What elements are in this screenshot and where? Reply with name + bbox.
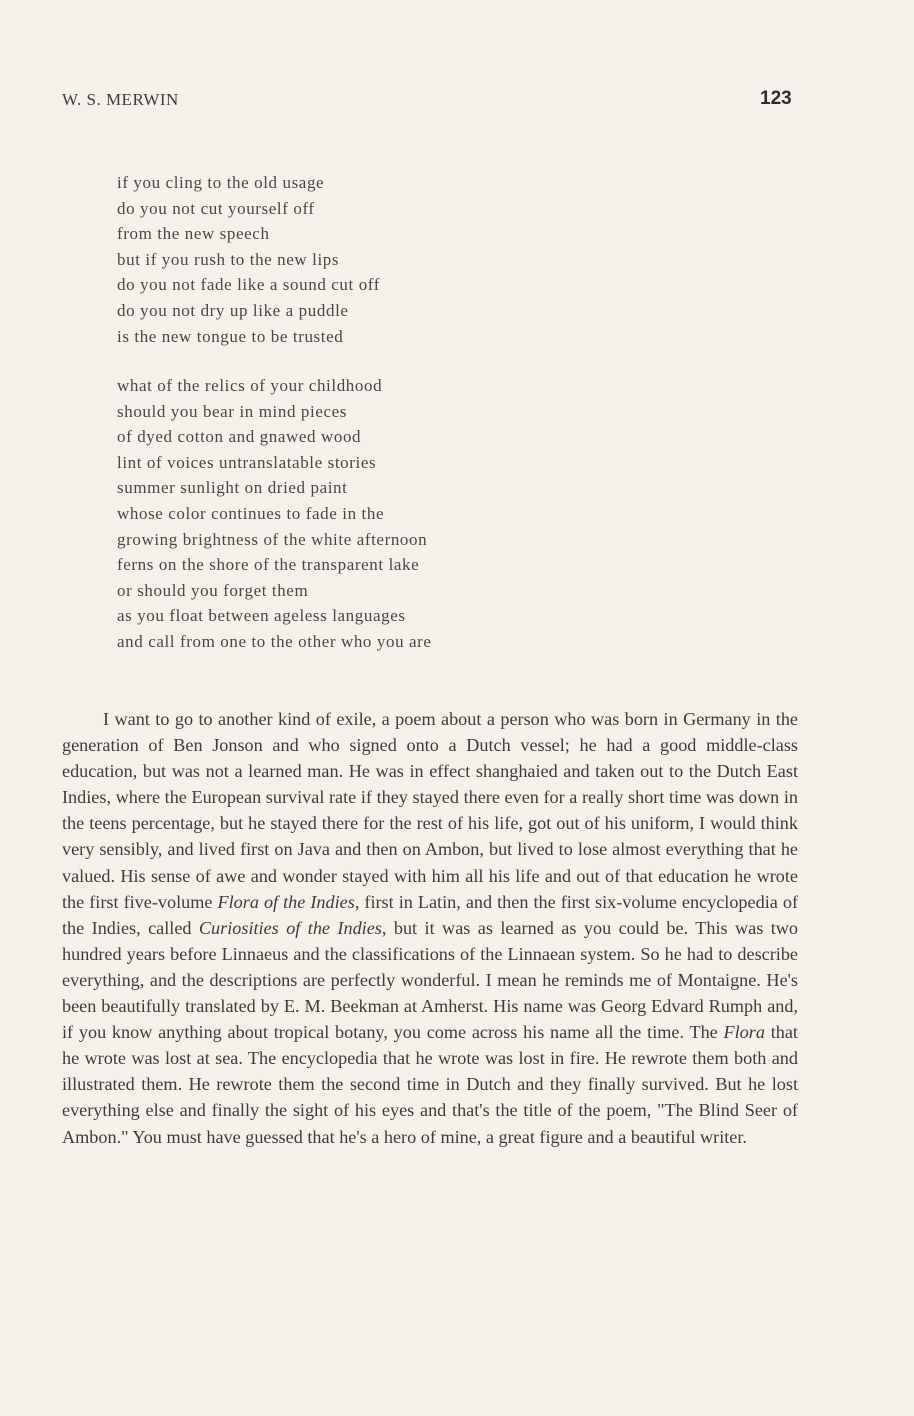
poem-line: of dyed cotton and gnawed wood (117, 427, 362, 447)
poem-line: if you cling to the old usage (117, 173, 325, 192)
poem-line: or should you forget them (117, 580, 309, 600)
poem-line: whose color continues to fade in the (117, 503, 385, 523)
poem-line: and call from one to the other who you are (117, 631, 432, 651)
prose-text: , first in Latin, and then the first six-volume encyclopedia of the Indies, called (62, 891, 798, 938)
poem-stanza-2 (117, 373, 432, 655)
poem-line: do you not fade like a sound cut off (117, 275, 381, 295)
poem-line: growing brightness of the white afternoon (117, 529, 428, 549)
book-title: Flora of the Indies (217, 891, 355, 912)
book-title: Curiosities of the Indies (198, 917, 382, 938)
poem-line: what of the relics of your childhood (117, 376, 383, 395)
poem-line: ferns on the shore of the transparent lake (117, 555, 420, 575)
book-title: Flora (723, 1022, 765, 1043)
poem-line: do you not cut yourself off (117, 198, 315, 218)
prose-text: , but it was as learned as you could be. This was two hundred years before Linnaeus and the classifications of the Linnaean system. So he had to describe everything, and the descriptions are perfectly wonderful. I mean he reminds me of Montaigne. He's been beautifully translated by E. M. Beekman at Amherst. His name was Georg Edvard Rumph and, if you know anything about tropical botany, you come across his name all the time. The (62, 917, 798, 1043)
prose-paragraph (62, 706, 798, 1150)
poem-line: is the new tongue to be trusted (117, 326, 344, 346)
poem-line: but if you rush to the new lips (117, 249, 340, 269)
poem-line: as you float between ageless languages (117, 606, 406, 626)
page-number: 123 (760, 88, 792, 109)
running-head: W. S. MERWIN (62, 90, 179, 109)
poem-line: should you bear in mind pieces (117, 401, 347, 421)
poem-line: from the new speech (117, 224, 270, 244)
prose-text: that he wrote was lost at sea. The encyclopedia that he wrote was lost in fire. He rewrote them both and illustrated them. He rewrote them the second time in Dutch and they finally survived. But he lost everything else and finally the sight of his eyes and that's the title of the poem, "The Blind Seer of Ambon." You must have guessed that he's a hero of mine, a great figure and a beautiful writer. (62, 1022, 798, 1147)
poem-line: do you not dry up like a puddle (117, 300, 349, 320)
poem-line: lint of voices untranslatable stories (117, 452, 377, 472)
poem-stanza-1 (117, 170, 380, 349)
poem-line: summer sunlight on dried paint (117, 478, 348, 498)
prose-text: I want to go to another kind of exile, a poem about a person who was born in Germany in the generation of Ben Jonson and who signed onto a Dutch vessel; he had a good middle-class education, but was not a learned man. He was in effect shanghaied and taken out to the Dutch East Indies, where the European survival rate if they stayed there even for a really short time was down in the teens percentage, but he stayed there for the rest of his life, got out of his uniform, I would think very sensibly, and lived first on Java and then on Ambon, but lived to lose almost everything that he valued. His sense of awe and wonder stayed with him all his life and out of that education he wrote the first five-volume (62, 709, 798, 912)
